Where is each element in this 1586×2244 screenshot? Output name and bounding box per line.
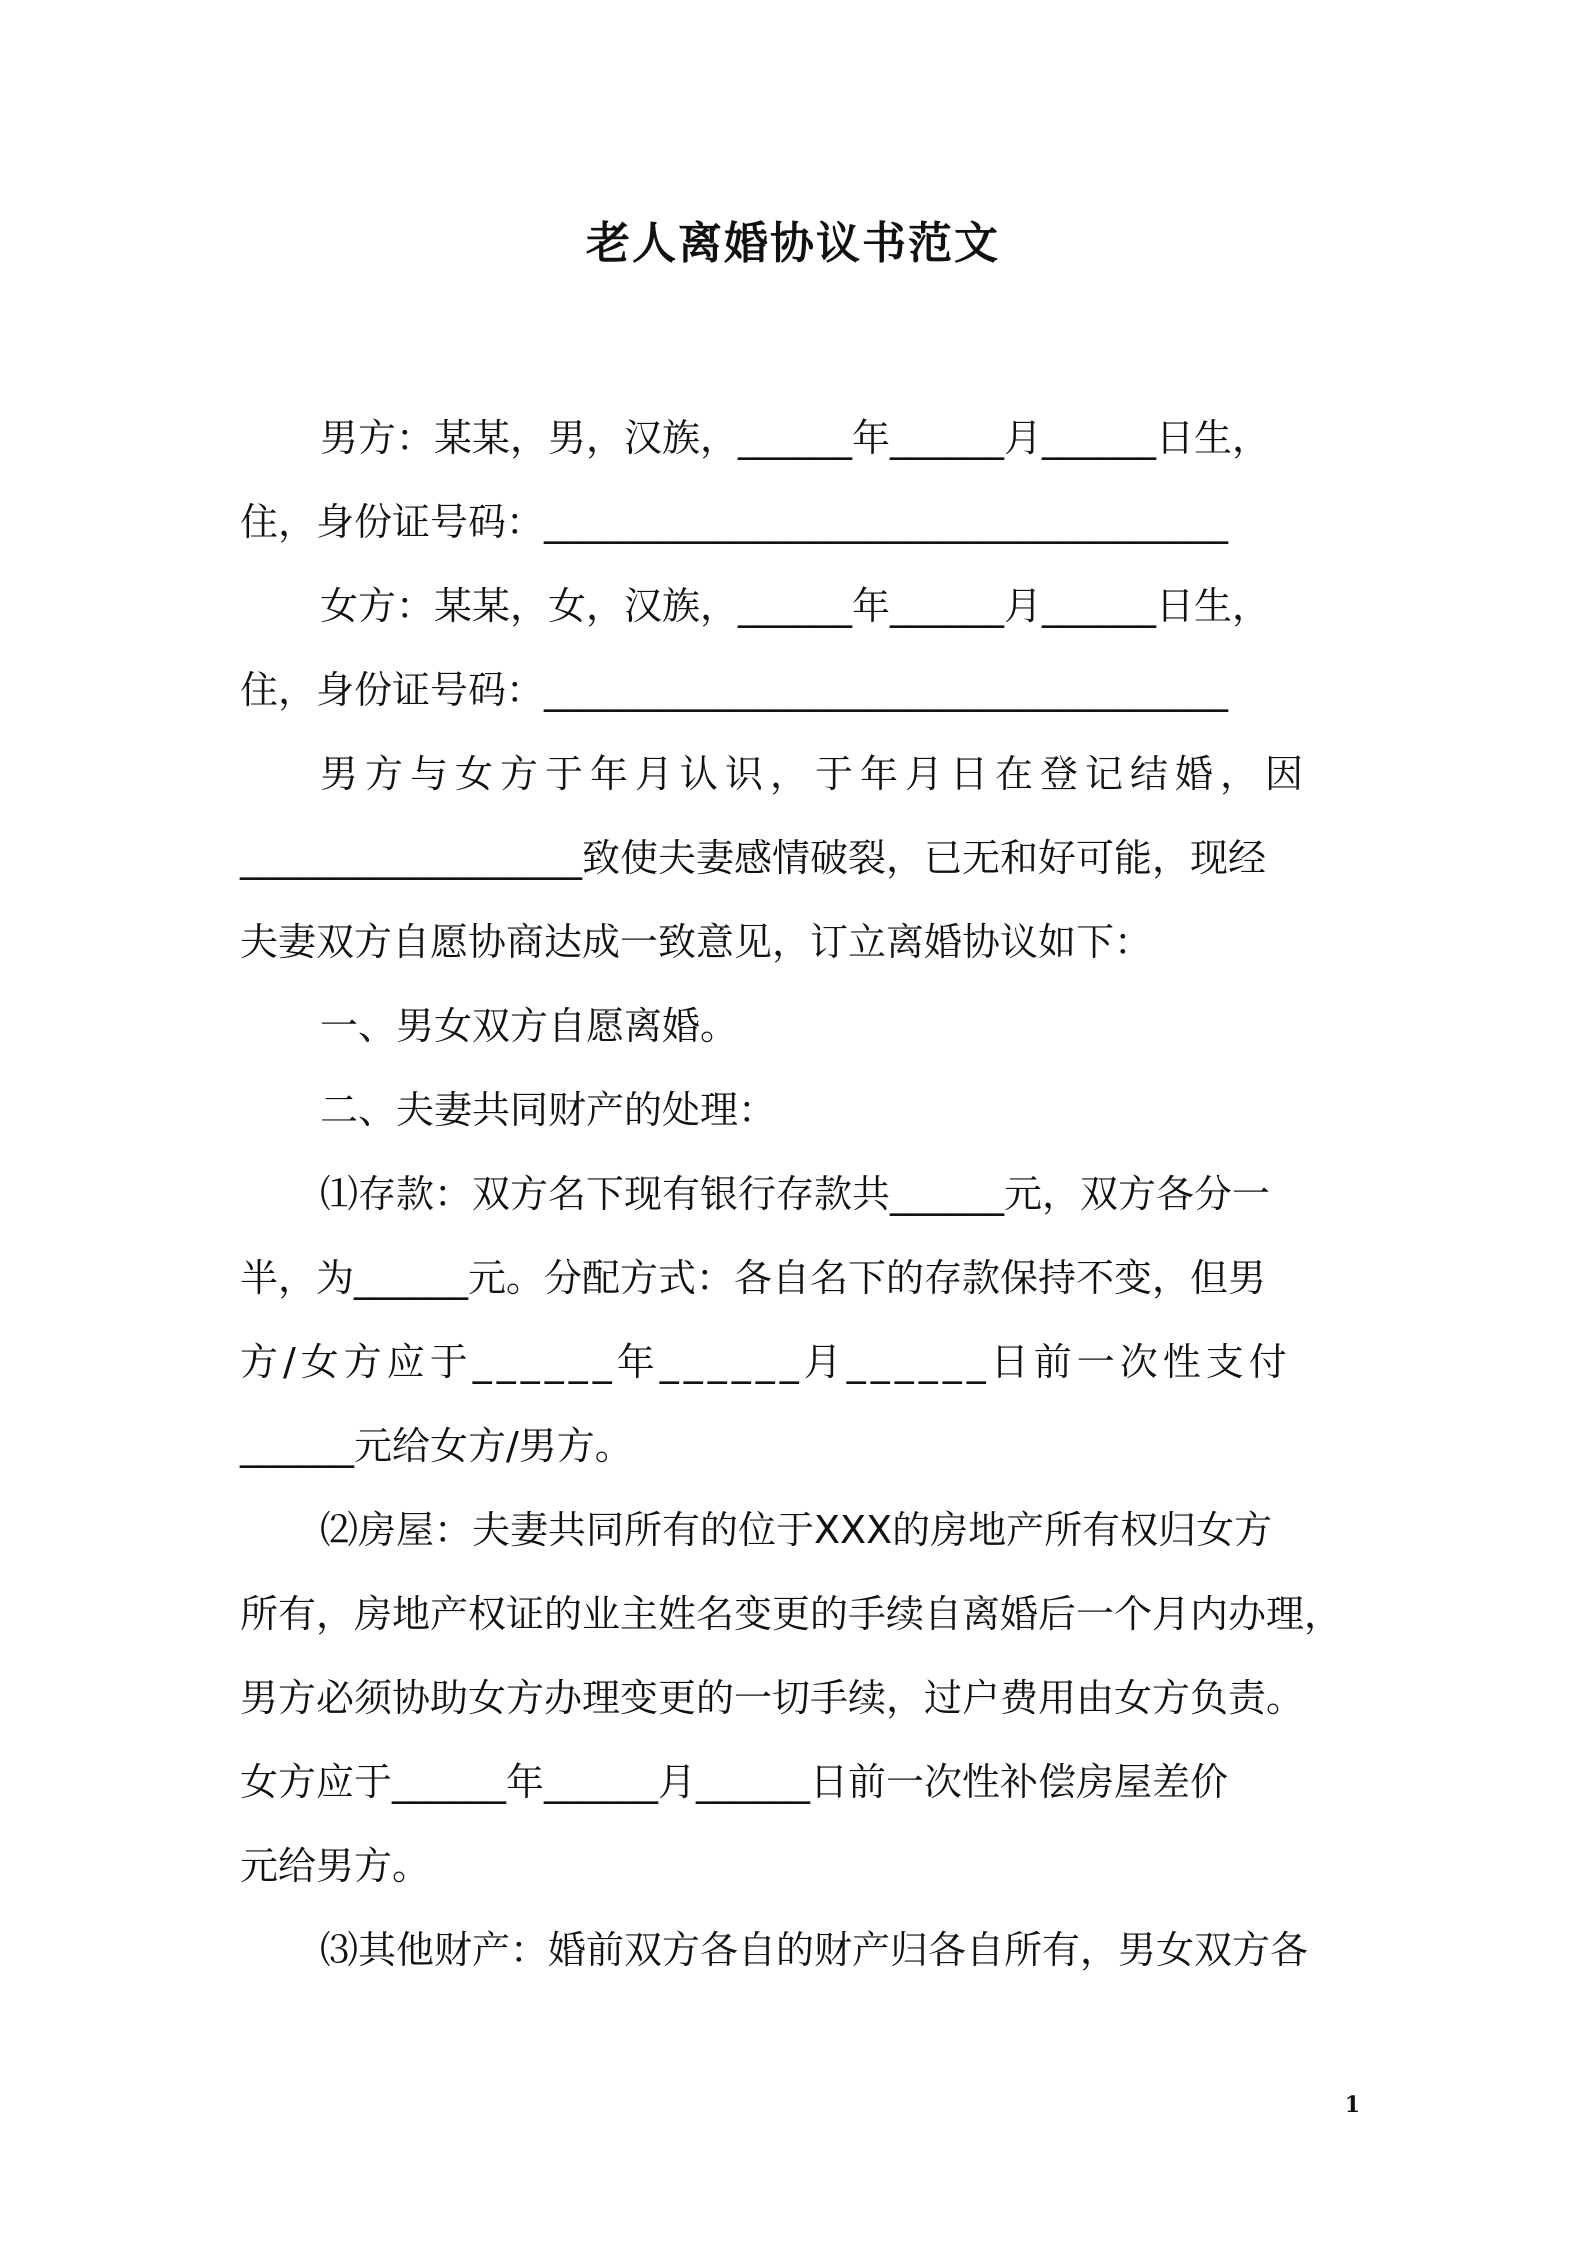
text-line-intro-2: __________________致使夫妻感情破裂，已无和好可能，现经: [240, 836, 1267, 880]
text-line-female-party: 女方：某某，女，汉族，______年______月______日生，: [320, 584, 1271, 628]
text-line-house-5: 元给男方。: [240, 1844, 431, 1888]
text-line-house-3: 男方必须协助女方办理变更的一切手续，过户费用由女方负责。: [240, 1676, 1305, 1720]
page-number: 1: [1344, 2092, 1360, 2118]
text-line-male-party: 男方：某某，男，汉族，______年______月______日生，: [320, 416, 1271, 460]
text-line-intro-1: 男方与女方于年月认识，于年月日在登记结婚，因: [320, 752, 1311, 796]
text-line-clause-1: 一、男女双方自愿离婚。: [320, 1004, 739, 1048]
text-line-house-1: ⑵房屋：夫妻共同所有的位于XXX的房地产所有权归女方: [320, 1508, 1273, 1552]
text-line-house-2: 所有，房地产权证的业主姓名变更的手续自离婚后一个月内办理，: [240, 1592, 1343, 1636]
text-line-other-property: ⑶其他财产：婚前双方各自的财产归各自所有，男女双方各: [320, 1928, 1309, 1972]
text-line-house-4: 女方应于______年______月______日前一次性补偿房屋差价: [240, 1760, 1229, 1804]
text-line-female-id: 住，身份证号码：____________________________________: [240, 668, 1229, 712]
text-line-male-id: 住，身份证号码：____________________________________: [240, 500, 1229, 544]
text-line-intro-3: 夫妻双方自愿协商达成一致意见，订立离婚协议如下：: [240, 920, 1153, 964]
text-line-deposit-1: ⑴存款：双方名下现有银行存款共______元，双方各分一: [320, 1172, 1271, 1216]
text-line-clause-2: 二、夫妻共同财产的处理：: [320, 1088, 777, 1132]
text-line-deposit-2: 半，为______元。分配方式：各自名下的存款保持不变，但男: [240, 1256, 1267, 1300]
text-line-deposit-3: 方/女方应于______年______月______日前一次性支付: [240, 1340, 1292, 1384]
text-line-deposit-4: ______元给女方/男方。: [240, 1424, 633, 1468]
document-title: 老人离婚协议书范文: [586, 218, 1000, 269]
